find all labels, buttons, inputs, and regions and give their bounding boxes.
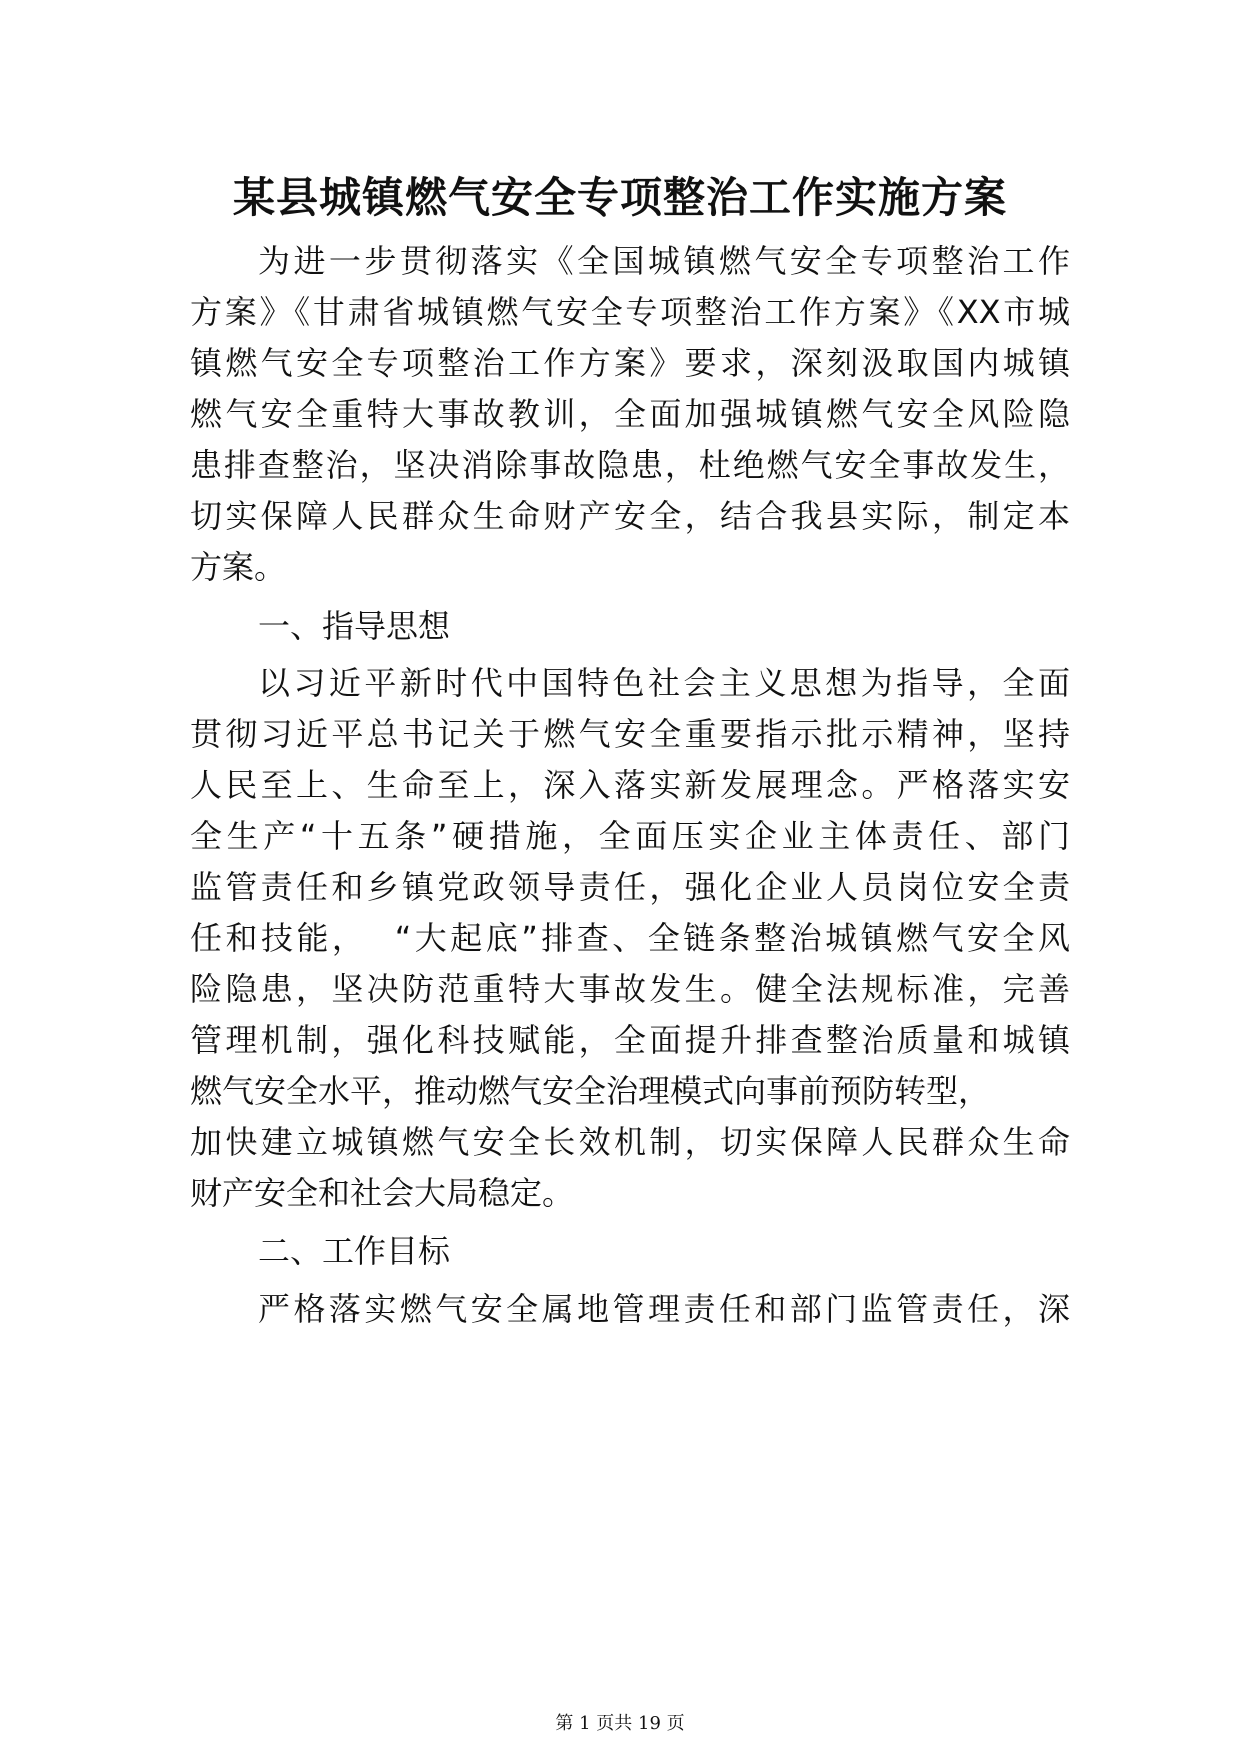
section-heading-guiding-thought: 一、指导思想 xyxy=(258,607,451,645)
intro-line-6: 切实保障人民群众生命财产安全，结合我县实际，制定本 xyxy=(190,497,1070,535)
section-heading-work-goals: 二、工作目标 xyxy=(258,1232,451,1270)
section1-line-3: 人民至上、生命至上，深入落实新发展理念。严格落实安 xyxy=(190,766,1070,804)
section2-line-1: 严格落实燃气安全属地管理责任和部门监管责任，深 xyxy=(258,1290,1070,1328)
section1-line-4: 全生产“十五条”硬措施，全面压实企业主体责任、部门 xyxy=(190,817,1070,855)
section1-line-8: 管理机制，强化科技赋能，全面提升排查整治质量和城镇 xyxy=(190,1021,1070,1059)
page-number: 第 1 页共 19 页 xyxy=(555,1713,685,1734)
intro-line-4: 燃气安全重特大事故教训，全面加强城镇燃气安全风险隐 xyxy=(190,395,1070,433)
intro-line-5: 患排查整治，坚决消除事故隐患，杜绝燃气安全事故发生， xyxy=(190,446,1070,484)
section1-line-9: 燃气安全水平，推动燃气安全治理模式向事前预防转型， xyxy=(190,1072,991,1110)
intro-line-2: 方案》《甘肃省城镇燃气安全专项整治工作方案》《XX市城 xyxy=(190,293,1070,331)
intro-line-7: 方案。 xyxy=(190,548,287,586)
intro-line-3: 镇燃气安全专项整治工作方案》要求，深刻汲取国内城镇 xyxy=(190,344,1070,382)
section1-line-2: 贯彻习近平总书记关于燃气安全重要指示批示精神，坚持 xyxy=(190,715,1070,753)
section1-line-7: 险隐患，坚决防范重特大事故发生。健全法规标准，完善 xyxy=(190,970,1070,1008)
section1-line-11: 财产安全和社会大局稳定。 xyxy=(190,1174,575,1212)
section1-line-1: 以习近平新时代中国特色社会主义思想为指导，全面 xyxy=(258,664,1070,702)
intro-line-1: 为进一步贯彻落实《全国城镇燃气安全专项整治工作 xyxy=(258,242,1070,280)
section1-line-6: 任和技能， “大起底”排查、全链条整治城镇燃气安全风 xyxy=(190,919,1070,957)
section1-line-10: 加快建立城镇燃气安全长效机制，切实保障人民群众生命 xyxy=(190,1123,1070,1161)
section1-line-5: 监管责任和乡镇党政领导责任，强化企业人员岗位安全责 xyxy=(190,868,1070,906)
document-title: 某县城镇燃气安全专项整治工作实施方案 xyxy=(232,173,1007,222)
